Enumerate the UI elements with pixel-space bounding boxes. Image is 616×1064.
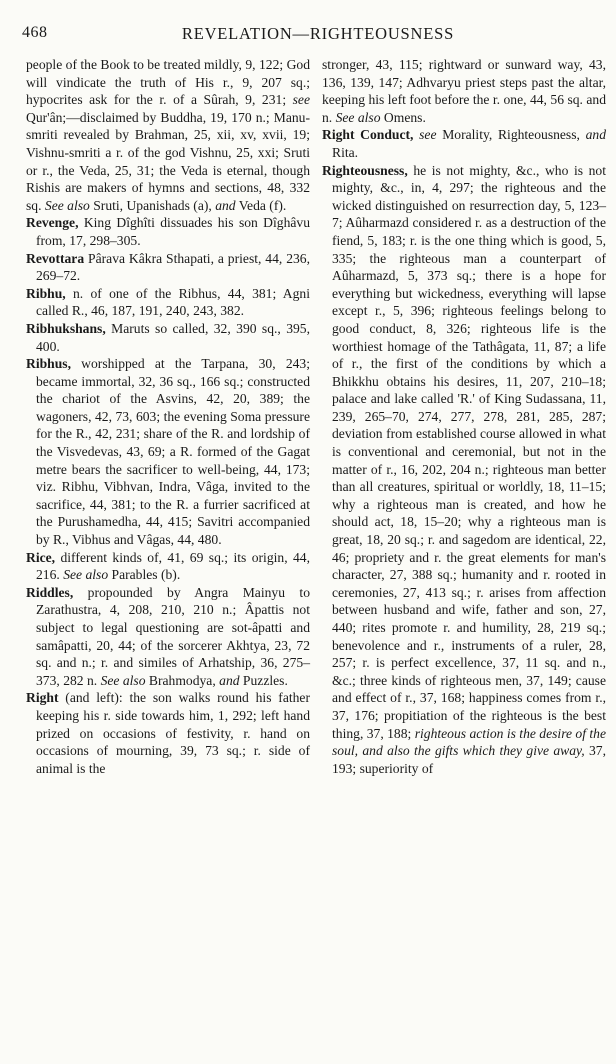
index-entry xyxy=(322,162,606,778)
index-columns xyxy=(26,56,606,777)
page-header xyxy=(0,14,616,43)
entry-text: he is not mighty, &c., who is not mighty, &c., in, 4, 297; the righteous and the wicked distinguished on resurrection day, 5, 123–7; Aûharmazd considered r. as a destruction of the fiend, 5, 183; r. is the one thing which is good, 5, 335; the righteous man a counterpart of Aûharmazd, 5, 373 sq.; there is a hope for everything but wickedness, everything will lapse except r., 5, 396; righteous feelings belong to good conduct, 8, 326; righteous life is the worthiest homage of the Tathâgata, 11, 87; a life of r., the first of the conditions by which a Bhikkhu obtains his desires, 11, 207, 210–18; palace and lake called 'R.' of King Sudassana, 11, 239, 265–70, 274, 277, 278, 281, 285, 287; deviation from established course allowed in what is conventional and ceremonial, but not in the matter of r., 16, 202, 204 n.; righteous man better than all creatures, spiritual or worldly, 18, 11–15; why a righteous man is created, and how he should act, 18, 15–20; why a righteous man is great, 18, 20 sq.; r. and sagedom are identical, 22, 46; propriety and r. the great elements for man's character, 27, 388 sq.; humanity and r. rooted in ceremonies, 27, 413 sq.; r. arises from affection between husband and wife, father and son, 27, 440; rites promote r. and humility, 28, 219 sq.; benevolence and r., instruments of a ruler, 28, 257; r. is perfect excellence, 37, 11 sq. and n., &c.; three kinds of righteous men, 37, 149; cause and effect of r., 37, 168; happiness comes from r., 37, 176; propitiation of the righteous is the best thing, 37, 188; xyxy=(332,162,606,741)
index-entry xyxy=(322,56,606,126)
entry-text: n. of one of the Ribhus, 44, 381; Agni called R., 46, 187, 191, 240, 243, 382. xyxy=(36,285,310,319)
entry-text-italic: See also xyxy=(335,109,381,125)
entry-text: Brahmodya, xyxy=(145,672,220,688)
entry-text-italic: see xyxy=(292,92,310,108)
page-number: 468 xyxy=(22,24,48,41)
entry-text-italic: See also xyxy=(63,567,109,583)
entry-headword: Revenge, xyxy=(26,215,79,231)
entry-text: people of the Book to be treated mildly, 9, 122; God will vindicate the truth of His r., 9, 207 sq.; hypocrites ask for the r. of a Sûrah, 9, 231; xyxy=(26,57,310,108)
entry-text: Veda (f). xyxy=(235,197,287,213)
entry-text: 37, 193; superiority of xyxy=(332,743,607,776)
entry-text: Maruts so called, 32, 390 sq., 395, 400. xyxy=(36,320,310,354)
entry-text: Puzzles. xyxy=(239,672,288,688)
entry-headword: Right xyxy=(26,690,59,706)
entry-text-italic: See also xyxy=(100,672,146,688)
entry-headword: Ribhu, xyxy=(26,285,66,301)
entry-text: worshipped at the Tarpana, 30, 243; became immortal, 32, 36 sq., 166 sq.; constructed the chariot of the Asvins, 42, 20, 389; the wagoners, 42, 73, 603; the evening Soma pressure for the R., 42, 231; share of the R. and lordship of the Visvedevas, 43, 69; a R. formed of the Gagat metre bears the sacrificer to well-being, 44, 173; viz. Ribhu, Vibhvan, Indra, Vâga, invited to the sacrifice, 44, 381; to the R. a furrier sacrificed at the Purushamedha, 44, 415; Savitri accompanied by R., Vibhus and Vâgas, 44, 480. xyxy=(36,356,310,548)
entry-text-italic: and xyxy=(585,127,606,143)
running-title: REVELATION—RIGHTEOUSNESS xyxy=(181,24,455,43)
entry-text-italic: see xyxy=(419,127,437,143)
entry-text-italic: See also xyxy=(44,197,90,213)
entry-headword: Rice, xyxy=(26,549,56,565)
index-entry xyxy=(26,549,310,584)
entry-headword: Ribhus, xyxy=(26,356,71,372)
index-entry xyxy=(26,355,310,549)
entry-text: (and left): the son walks round his father keeping his r. side towards him, 1, 292; left hand prized on occasions of festivity, r. hand on occasions of mourning, 39, 73 sq.; r. side of animal is the xyxy=(36,690,310,776)
entry-text-italic: righteous action is the desire of the soul, and also the gifts which they give away, xyxy=(332,725,606,759)
entry-text-italic: and xyxy=(215,197,236,213)
entry-text-italic: and xyxy=(219,672,240,688)
entry-text: Sruti, Upanishads (a), xyxy=(89,197,216,213)
entry-headword: Riddles, xyxy=(26,584,74,600)
index-entry xyxy=(26,214,310,249)
index-entry xyxy=(322,126,606,161)
entry-text: Parables (b). xyxy=(108,567,181,583)
index-entry xyxy=(26,56,310,214)
entry-text: different kinds of, 41, 69 sq.; its origin, 44, 216. xyxy=(36,549,310,583)
right-column xyxy=(322,56,606,777)
entry-text: Omens. xyxy=(380,109,426,125)
entry-text: Pârava Kâkra Sthapati, a priest, 44, 236, 269–72. xyxy=(36,250,310,284)
index-entry xyxy=(26,285,310,320)
left-column xyxy=(26,56,310,777)
entry-headword: Ribhukshans, xyxy=(26,320,106,336)
index-entry xyxy=(26,584,310,690)
entry-headword: Right Conduct, xyxy=(322,127,414,143)
entry-text: King Dîghîti dissuades his son Dîghâvu from, 17, 298–305. xyxy=(36,215,310,248)
entry-text: Qur'ân;—disclaimed by Buddha, 19, 170 n.; Manu-smriti revealed by Brahman, 25, xii, xv, xvii, 19; Vishnu-smriti a r. of the god Vishnu, 25, xxi; Sruti or r., the Veda, 25, 31; the Veda is eternal, though Rishis are makers of hymns and sections, 48, 332 sq. xyxy=(26,109,310,213)
index-entry xyxy=(26,320,310,355)
index-entry xyxy=(26,689,310,777)
entry-text: stronger, 43, 115; rightward or sunward way, 43, 136, 139, 147; Adhvaryu priest steps past the altar, keeping his left foot before the r. one, 44, 56 sq. and n. xyxy=(322,57,606,125)
index-entry xyxy=(26,250,310,285)
entry-text: propounded by Angra Mainyu to Zarathustra, 4, 208, 210, 210 n.; Âpattis not subject to legal questioning are sot-âpatti and samâpatti, 20, 44; of the sorcerer Akhtya, 23, 72 sq. and n.; r. and similes of Arhatship, 36, 275–373, 282 n. xyxy=(36,584,310,688)
entry-headword: Righteousness, xyxy=(322,162,408,178)
entry-headword: Revottara xyxy=(26,250,85,266)
entry-text: Morality, Righteousness, xyxy=(436,127,586,143)
entry-text: Rita. xyxy=(332,144,359,160)
